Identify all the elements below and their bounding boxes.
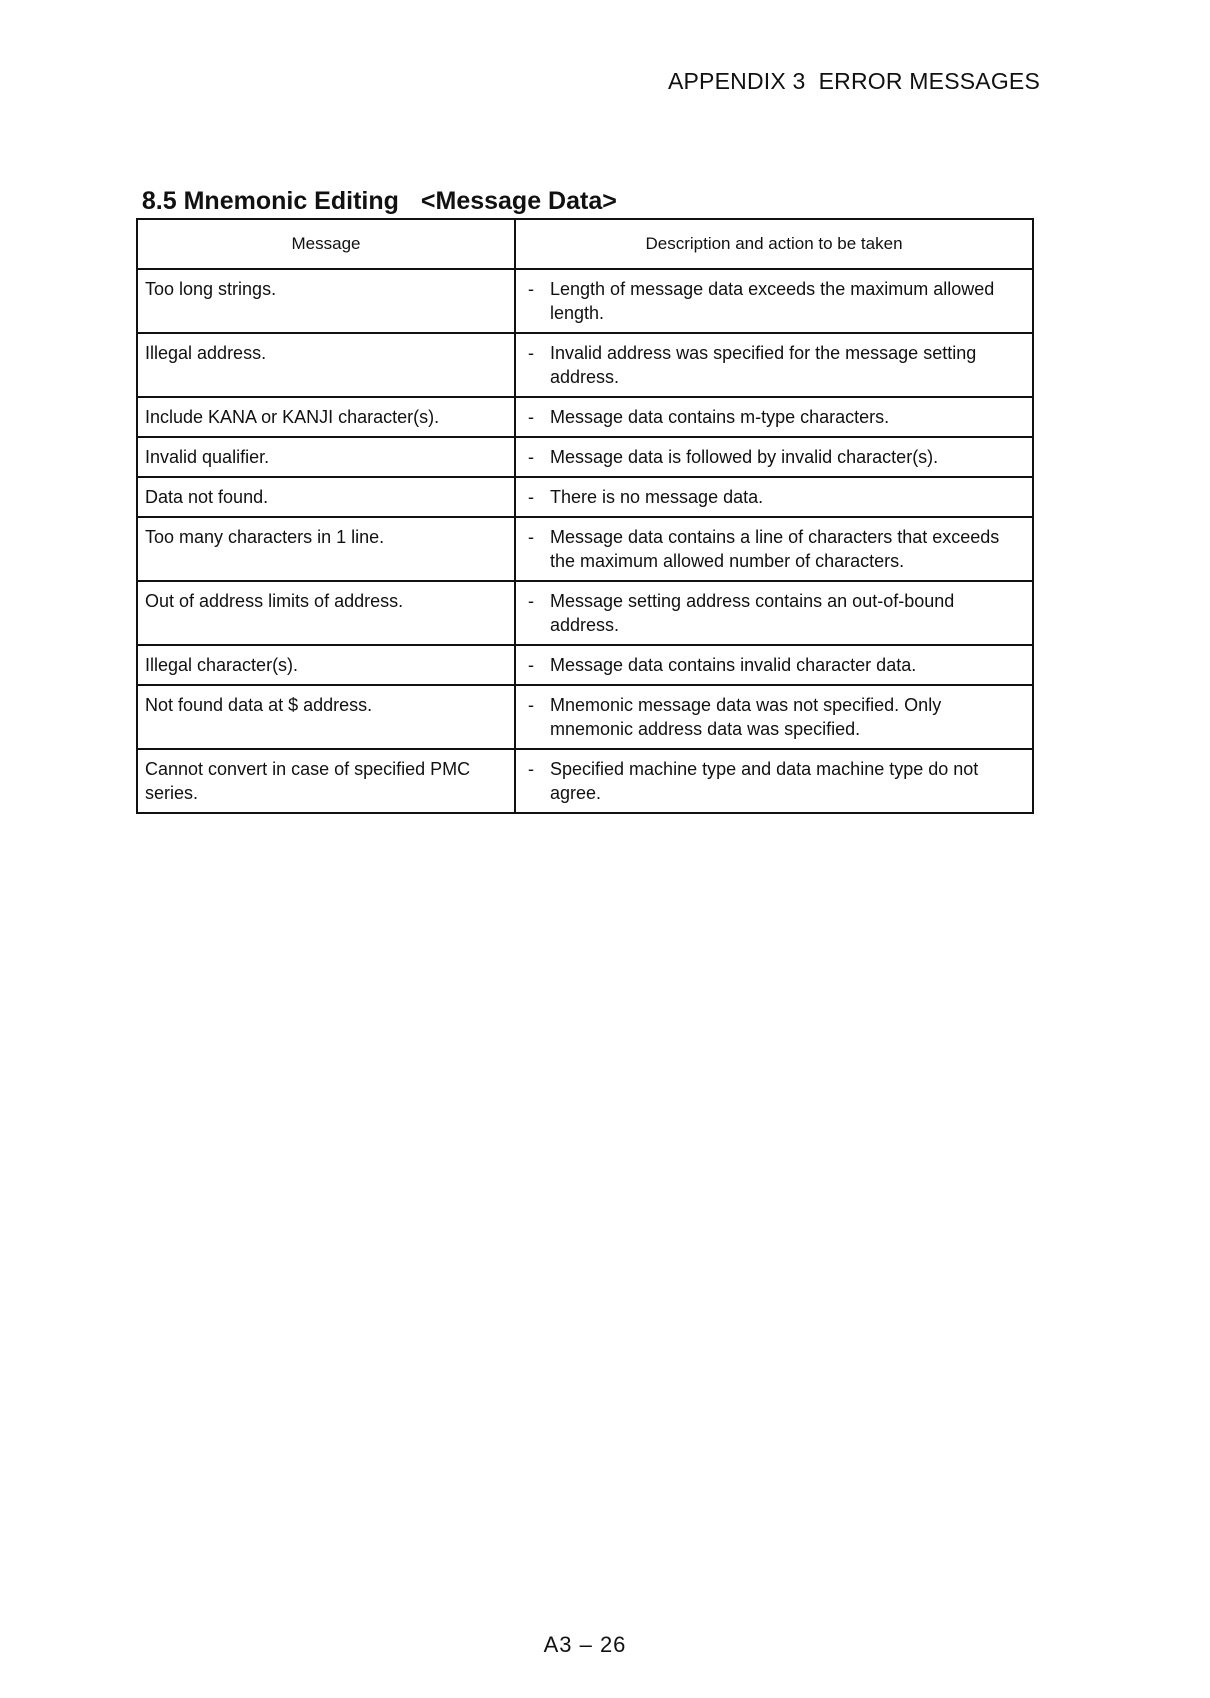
table-row (137, 397, 1033, 437)
section-subtitle: <Message Data> (420, 187, 617, 215)
description-cell (515, 333, 1033, 397)
message-cell: Out of address limits of address. (137, 581, 515, 645)
table-row (137, 645, 1033, 685)
column-header-description: Description and action to be taken (515, 219, 1033, 269)
message-cell: Include KANA or KANJI character(s). (137, 397, 515, 437)
table-row (137, 269, 1033, 333)
description-text: Message data is followed by invalid character(s). (550, 447, 939, 467)
description-cell (515, 685, 1033, 749)
column-header-message: Message (137, 219, 515, 269)
message-cell: Invalid qualifier. (137, 437, 515, 477)
bullet-dash: - (528, 279, 534, 299)
description-text: Message data contains m-type characters. (550, 407, 890, 427)
bullet-dash: - (528, 447, 534, 467)
table-row (137, 477, 1033, 517)
table-row (137, 581, 1033, 645)
description-text: Message data contains a line of characters that exceeds the maximum allowed number of characters. (550, 527, 1000, 571)
error-message-table-container (136, 218, 1032, 814)
bullet-dash: - (528, 487, 534, 507)
bullet-dash: - (528, 655, 534, 675)
message-cell: Illegal address. (137, 333, 515, 397)
message-cell: Not found data at $ address. (137, 685, 515, 749)
message-cell: Data not found. (137, 477, 515, 517)
message-cell: Illegal character(s). (137, 645, 515, 685)
message-cell: Too many characters in 1 line. (137, 517, 515, 581)
table-header-row (137, 219, 1033, 269)
description-cell (515, 581, 1033, 645)
description-cell (515, 749, 1033, 813)
description-cell (515, 477, 1033, 517)
table-row (137, 333, 1033, 397)
message-cell: Cannot convert in case of specified PMC series. (137, 749, 515, 813)
bullet-dash: - (528, 343, 534, 363)
description-cell (515, 397, 1033, 437)
description-cell (515, 269, 1033, 333)
description-cell (515, 517, 1033, 581)
description-text: Specified machine type and data machine type do not agree. (550, 759, 979, 803)
message-cell: Too long strings. (137, 269, 515, 333)
description-cell (515, 645, 1033, 685)
bullet-dash: - (528, 759, 534, 779)
bullet-dash: - (528, 407, 534, 427)
section-title (128, 158, 617, 216)
bullet-dash: - (528, 527, 534, 547)
bullet-dash: - (528, 695, 534, 715)
table-row (137, 685, 1033, 749)
error-message-table (136, 218, 1034, 814)
table-row (137, 749, 1033, 813)
table-row (137, 517, 1033, 581)
description-text: Message data contains invalid character data. (550, 655, 917, 675)
running-header: APPENDIX 3 ERROR MESSAGES (667, 68, 1040, 94)
description-text: There is no message data. (550, 487, 764, 507)
bullet-dash: - (528, 591, 534, 611)
page-number: A3 – 26 (543, 1632, 627, 1657)
description-text: Length of message data exceeds the maximum allowed length. (550, 279, 995, 323)
table-row (137, 437, 1033, 477)
description-text: Mnemonic message data was not specified. Only mnemonic address data was specified. (550, 695, 942, 739)
section-title-text: 8.5 Mnemonic Editing (141, 187, 399, 215)
description-text: Message setting address contains an out-of-bound address. (550, 591, 955, 635)
description-text: Invalid address was specified for the message setting address. (550, 343, 977, 387)
description-cell (515, 437, 1033, 477)
